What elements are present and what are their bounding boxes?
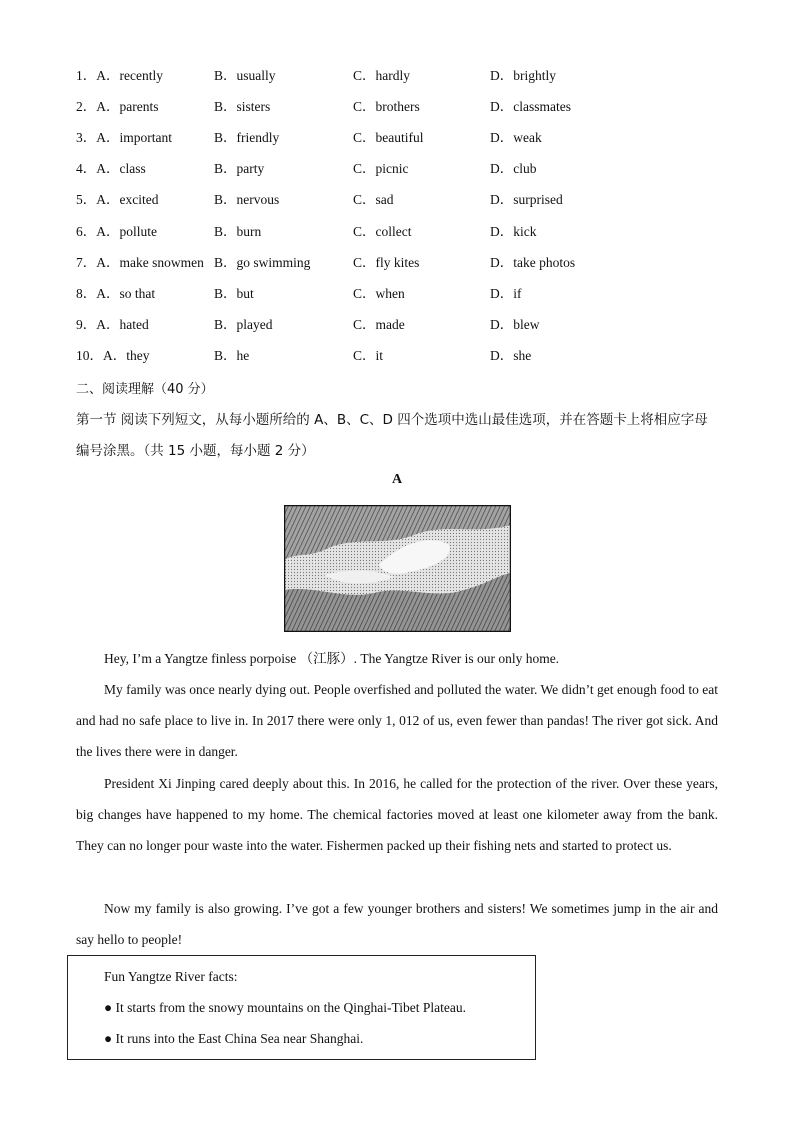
option-b: B．friendly [214,130,280,145]
option-c: C．fly kites [353,255,420,270]
option-d: D．take photos [490,255,576,270]
river-photo [284,505,511,632]
facts-box [67,955,536,1060]
option-a: 4．A．class [76,161,146,176]
option-a: 2．A．parents [76,99,159,114]
option-d: D．weak [490,130,542,145]
option-c: C．picnic [353,161,409,176]
option-a: 1．A．recently [76,68,163,83]
option-a: 3．A．important [76,130,172,145]
option-c: C．brothers [353,99,420,114]
option-d: D．if [490,286,522,301]
option-d: D．classmates [490,99,571,114]
paragraph-4: Now my family is also growing. I’ve got a few younger brothers and sisters! We sometimes jump in the air and say hello to people! [76,901,718,947]
option-b: B．played [214,317,273,332]
river-photo-graphic [284,505,511,632]
option-c: C．when [353,286,405,301]
option-a: 10．A．they [76,348,150,363]
option-a: 8．A．so that [76,286,156,301]
option-d: D．club [490,161,537,176]
option-b: B．go swimming [214,255,311,270]
option-c: C．beautiful [353,130,424,145]
option-b: B．nervous [214,192,280,207]
passage-letter: A [391,472,403,487]
option-c: C．sad [353,192,394,207]
fact-item: ● It runs into the East China Sea near Shanghai. [104,1031,364,1046]
paragraph-2: My family was once nearly dying out. People overfished and polluted the water. We didn’t get enough food to eat and had no safe place to live in. In 2017 there were only 1, 012 of us, even fewer than pandas! The river got sick. And the lives there were in danger. [76,682,718,759]
option-c: C．it [353,348,384,363]
option-d: D．she [490,348,532,363]
option-a: 9．A．hated [76,317,149,332]
option-d: D．kick [490,224,537,239]
option-d: D．brightly [490,68,556,83]
option-b: B．party [214,161,265,176]
option-b: B．burn [214,224,262,239]
option-c: C．collect [353,224,412,239]
section-title: 二、阅读理解（40 分） [76,382,214,397]
option-d: D．surprised [490,192,563,207]
fact-item: ● It starts from the snowy mountains on the Qinghai-Tibet Plateau. [104,1000,466,1015]
paragraph-3: President Xi Jinping cared deeply about this. In 2016, he called for the protection of the river. Over these years, big changes have happened to my home. The chemical factories moved at least one kilometer away from the bank. They can no longer pour waste into the water. Fishermen packed up their fishing nets and started to protect us. [76,776,718,853]
option-a: 5．A．excited [76,192,159,207]
option-c: C．made [353,317,405,332]
option-b: B．but [214,286,254,301]
facts-title: Fun Yangtze River facts: [104,969,238,984]
option-b: B．he [214,348,250,363]
option-c: C．hardly [353,68,410,83]
option-a: 6．A．pollute [76,224,157,239]
section-instruction: 第一节 阅读下列短文，从每小题所给的 A、B、C、D 四个选项中选山最佳选项，并在答题卡上将相应字母编号涂黑。（共 15 小题，每小题 2 分） [76,412,708,459]
option-d: D．blew [490,317,540,332]
option-b: B．usually [214,68,276,83]
option-a: 7．A．make snowmen [76,255,204,270]
option-b: B．sisters [214,99,271,114]
paragraph-1: Hey, I’m a Yangtze finless porpoise （江豚）. The Yangtze River is our only home. [104,651,560,666]
